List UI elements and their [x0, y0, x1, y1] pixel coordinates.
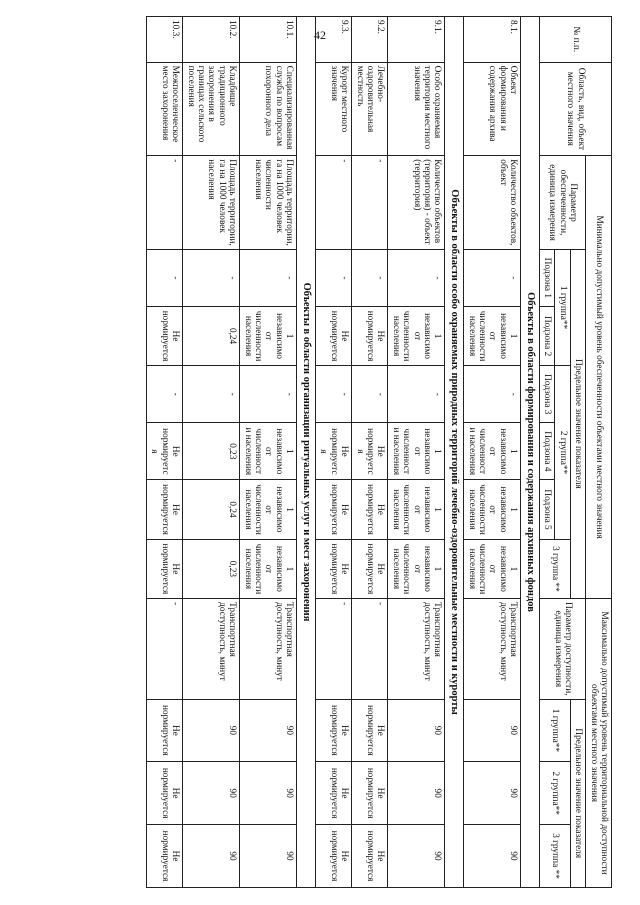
- section-title: Объекты в области формирования и содержания архивных фондов: [521, 17, 540, 888]
- sub4-value: 0,23: [183, 423, 240, 480]
- group1-access: 90: [388, 699, 445, 762]
- group1-access: Не нормируется: [352, 699, 388, 762]
- group2-access: 90: [388, 762, 445, 825]
- sub1-value: -: [388, 249, 445, 306]
- group3-access: 90: [240, 825, 297, 888]
- group2-access: Не нормируется: [352, 762, 388, 825]
- provision-param: Количество объектов, объект: [464, 156, 521, 250]
- header-g3: 3 группа **: [539, 825, 570, 888]
- group3-value: Не нормируется: [315, 539, 351, 598]
- header-area: Область, вид, объект местного значения: [539, 62, 611, 156]
- header-limit-values: Предельное значение показателя: [570, 699, 585, 887]
- sub1-value: -: [315, 249, 351, 306]
- sub4-value: 1 независимо от численности населения: [388, 423, 445, 480]
- header-sub2: Подзона 2: [539, 306, 554, 365]
- table-body: [146, 17, 539, 888]
- object-name: Объект формирования и содержания архива: [464, 62, 521, 156]
- object-name: Особо охраняемая территория местного значения: [388, 62, 445, 156]
- sub1-value: -: [352, 249, 388, 306]
- provision-param: Площадь территории, га на 1000 человек населения: [183, 156, 240, 250]
- header-group2: 2 группа**: [555, 366, 570, 539]
- header-min-level: Минимально допустимый уровень обеспеченности объектами местного значения: [586, 156, 612, 599]
- page-number: 42: [314, 28, 326, 42]
- table-row: [240, 17, 297, 888]
- sub3-value: -: [352, 366, 388, 423]
- sub2-value: 1 независимо от численности населения: [240, 306, 297, 365]
- sub1-value: -: [240, 249, 297, 306]
- sub4-value: Не нормируется: [352, 423, 388, 480]
- header-g1: 1 группа**: [539, 699, 570, 762]
- sub2-value: 1 независимо от численности населения: [464, 306, 521, 365]
- group2-access: 90: [183, 762, 240, 825]
- access-param: -: [315, 599, 351, 699]
- provision-param: -: [315, 156, 351, 250]
- table-container: [70, 16, 612, 888]
- sub4-value: Не нормируется: [315, 423, 351, 480]
- sub2-value: 1 независимо от численности населения: [388, 306, 445, 365]
- section-title: Объекты в области особо охраняемых природных территорий лечебно-оздоровительные местности и курорты: [445, 17, 464, 888]
- object-name: Лечебно-оздоровительная местность: [352, 62, 388, 156]
- header-sub4: Подзона 4: [539, 423, 554, 480]
- row-number: 10.2.: [183, 17, 240, 63]
- sub3-value: -: [240, 366, 297, 423]
- sub5-value: 1 независимо от численности населения: [388, 480, 445, 539]
- header-sub5: Подзона 5: [539, 480, 554, 539]
- group2-access: 90: [240, 762, 297, 825]
- group3-access: 90: [464, 825, 521, 888]
- section-title: Объекты в области организации ритуальных услуг и мест захоронения: [297, 17, 316, 888]
- access-param: -: [352, 599, 388, 699]
- sub5-value: 1 независимо от численности населения: [240, 480, 297, 539]
- object-name: Кладбище традиционного захоронения в границах сельского поселения: [183, 62, 240, 156]
- table-row: [146, 17, 182, 888]
- access-param: Транспортная доступность, минут: [183, 599, 240, 699]
- object-name: Курорт местного значения: [315, 62, 351, 156]
- table-row: [315, 17, 351, 888]
- sub1-value: -: [464, 249, 521, 306]
- sub5-value: 0,24: [183, 480, 240, 539]
- group3-access: Не нормируется: [315, 825, 351, 888]
- header-group3: 3 группа **: [539, 539, 570, 598]
- header-group1: 1 группа**: [555, 249, 570, 365]
- sub5-value: Не нормируется: [315, 480, 351, 539]
- group1-access: 90: [464, 699, 521, 762]
- sub2-value: 0,24: [183, 306, 240, 365]
- group2-access: 90: [464, 762, 521, 825]
- group3-value: 0,23: [183, 539, 240, 598]
- sub4-value: 1 независимо от численности населения: [240, 423, 297, 480]
- sub3-value: -: [464, 366, 521, 423]
- provision-param: -: [146, 156, 182, 250]
- access-param: Транспортная доступность, минут: [388, 599, 445, 699]
- object-name: Межпоселенческое место захоронения: [146, 62, 182, 156]
- group1-access: 90: [240, 699, 297, 762]
- header-max-level: Максимально допустимый уровень территориальной доступности объектами местного значения: [586, 599, 612, 888]
- group2-access: Не нормируется: [315, 762, 351, 825]
- group3-access: 90: [388, 825, 445, 888]
- sub2-value: Не нормируется: [315, 306, 351, 365]
- group1-access: Не нормируется: [315, 699, 351, 762]
- group3-value: 1 независимо от численности населения: [464, 539, 521, 598]
- access-param: Транспортная доступность, минут: [464, 599, 521, 699]
- rotated-page: [70, 16, 612, 888]
- group3-value: 1 независимо от численности населения: [388, 539, 445, 598]
- table-row: [388, 17, 445, 888]
- provision-param: -: [352, 156, 388, 250]
- sub5-value: Не нормируется: [352, 480, 388, 539]
- header-param-access: Параметр доступности, единица измерения: [539, 599, 585, 699]
- norms-table: [146, 16, 612, 888]
- row-number: 10.3.: [146, 17, 182, 63]
- section-header-row: [521, 17, 540, 888]
- sub2-value: Не нормируется: [352, 306, 388, 365]
- sub4-value: Не нормируется: [146, 423, 182, 480]
- sub3-value: -: [146, 366, 182, 423]
- group1-access: 90: [183, 699, 240, 762]
- row-number: 8.1.: [464, 17, 521, 63]
- sub4-value: 1 независимо от численности населения: [464, 423, 521, 480]
- header-limit-value: Предельное значение показателя: [570, 249, 585, 598]
- row-number: 9.1.: [388, 17, 445, 63]
- sub1-value: -: [146, 249, 182, 306]
- row-number: 9.2.: [352, 17, 388, 63]
- access-param: Транспортная доступность, минут: [240, 599, 297, 699]
- header-sub3: Подзона 3: [539, 366, 554, 423]
- sub5-value: Не нормируется: [146, 480, 182, 539]
- provision-param: Количество объектов (территория) - объект (территория): [388, 156, 445, 250]
- header-no: № п.п.: [539, 17, 611, 63]
- group3-value: Не нормируется: [146, 539, 182, 598]
- group2-access: Не нормируется: [146, 762, 182, 825]
- header-sub1: Подзона 1: [539, 249, 554, 306]
- header-param-provision: Параметр обеспеченности, единица измерения: [539, 156, 585, 250]
- sub3-value: -: [315, 366, 351, 423]
- table-row: [183, 17, 240, 888]
- sub3-value: -: [388, 366, 445, 423]
- group3-access: 90: [183, 825, 240, 888]
- table-row: [464, 17, 521, 888]
- provision-param: Площадь территории, га на 1000 человек численности населения: [240, 156, 297, 250]
- header-row-1: [586, 17, 612, 888]
- group1-access: Не нормируется: [146, 699, 182, 762]
- sub2-value: Не нормируется: [146, 306, 182, 365]
- row-number: 10.1.: [240, 17, 297, 63]
- sub3-value: -: [183, 366, 240, 423]
- table-row: [352, 17, 388, 888]
- access-param: -: [146, 599, 182, 699]
- group3-access: Не нормируется: [352, 825, 388, 888]
- group3-value: 1 независимо от численности населения: [240, 539, 297, 598]
- group3-value: Не нормируется: [352, 539, 388, 598]
- section-header-row: [445, 17, 464, 888]
- header-g2: 2 группа**: [539, 762, 570, 825]
- sub1-value: -: [183, 249, 240, 306]
- row-number: 9.3.: [315, 17, 351, 63]
- group3-access: Не нормируется: [146, 825, 182, 888]
- sub5-value: 1 независимо от численности населения: [464, 480, 521, 539]
- section-header-row: [297, 17, 316, 888]
- object-name: Специализированная служба по вопросам похоронного дела: [240, 62, 297, 156]
